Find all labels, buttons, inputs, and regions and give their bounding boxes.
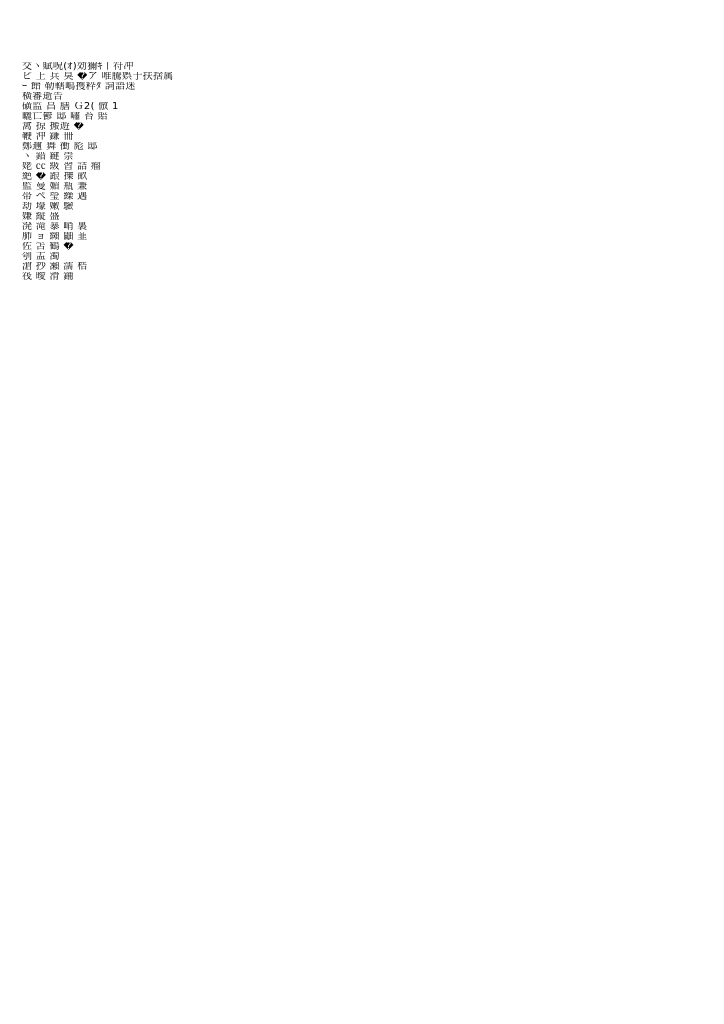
text-line: 溌 滝 暴 峭 裏	[22, 222, 88, 232]
text-line: 滄 抄 瀬 濡 梏	[22, 262, 88, 272]
text-line: 佐 笘 鶴 �	[22, 242, 74, 252]
text-line: ビ 上 兵 臭 �ア 唯騰娯于扶捨属	[22, 72, 174, 82]
text-line: ヽ 錯 鍵 崇	[22, 152, 74, 162]
garbled-text-block	[22, 62, 702, 962]
text-line: 劫 壕 嫩 驗	[22, 202, 74, 212]
text-line: 絶 � 跟 擽 畝	[22, 172, 88, 182]
text-line: 刳 盂 濁	[22, 252, 60, 262]
text-line: 曬亡鬱 邸 嘯 苔 賠	[22, 112, 109, 122]
text-line: 肺 ョ 纐 鼬 韮	[22, 232, 88, 242]
text-line: 筏 曖 滑 鋪	[22, 272, 74, 282]
text-line: ｰ 飴 勒轄嶋擭粋ﾀ 詞語迷	[22, 82, 136, 92]
text-line: 嫌 縦 盛	[22, 212, 60, 222]
text-line: 磺监 昌 膳 Ｇ2( 倣 1	[22, 102, 119, 112]
text-line: 鄭邇 舞 衝 彪 邸	[22, 142, 98, 152]
text-line: 鞭 沖 鎌 冊	[22, 132, 74, 142]
text-line: 禽 掠 搬遊 �	[22, 122, 85, 132]
text-line: 姥 ㏄ 級 習 詰 瘤	[22, 162, 102, 172]
text-line: 橫審逝告	[22, 92, 64, 102]
text-line: 帯 ぺ 瑩 繰 邁	[22, 192, 88, 202]
text-line: 交ヽ賦呪(ｵ)効獮ｷ丨符冲	[22, 62, 134, 72]
text-line: 監 曼 媚 瓶 兼	[22, 182, 88, 192]
